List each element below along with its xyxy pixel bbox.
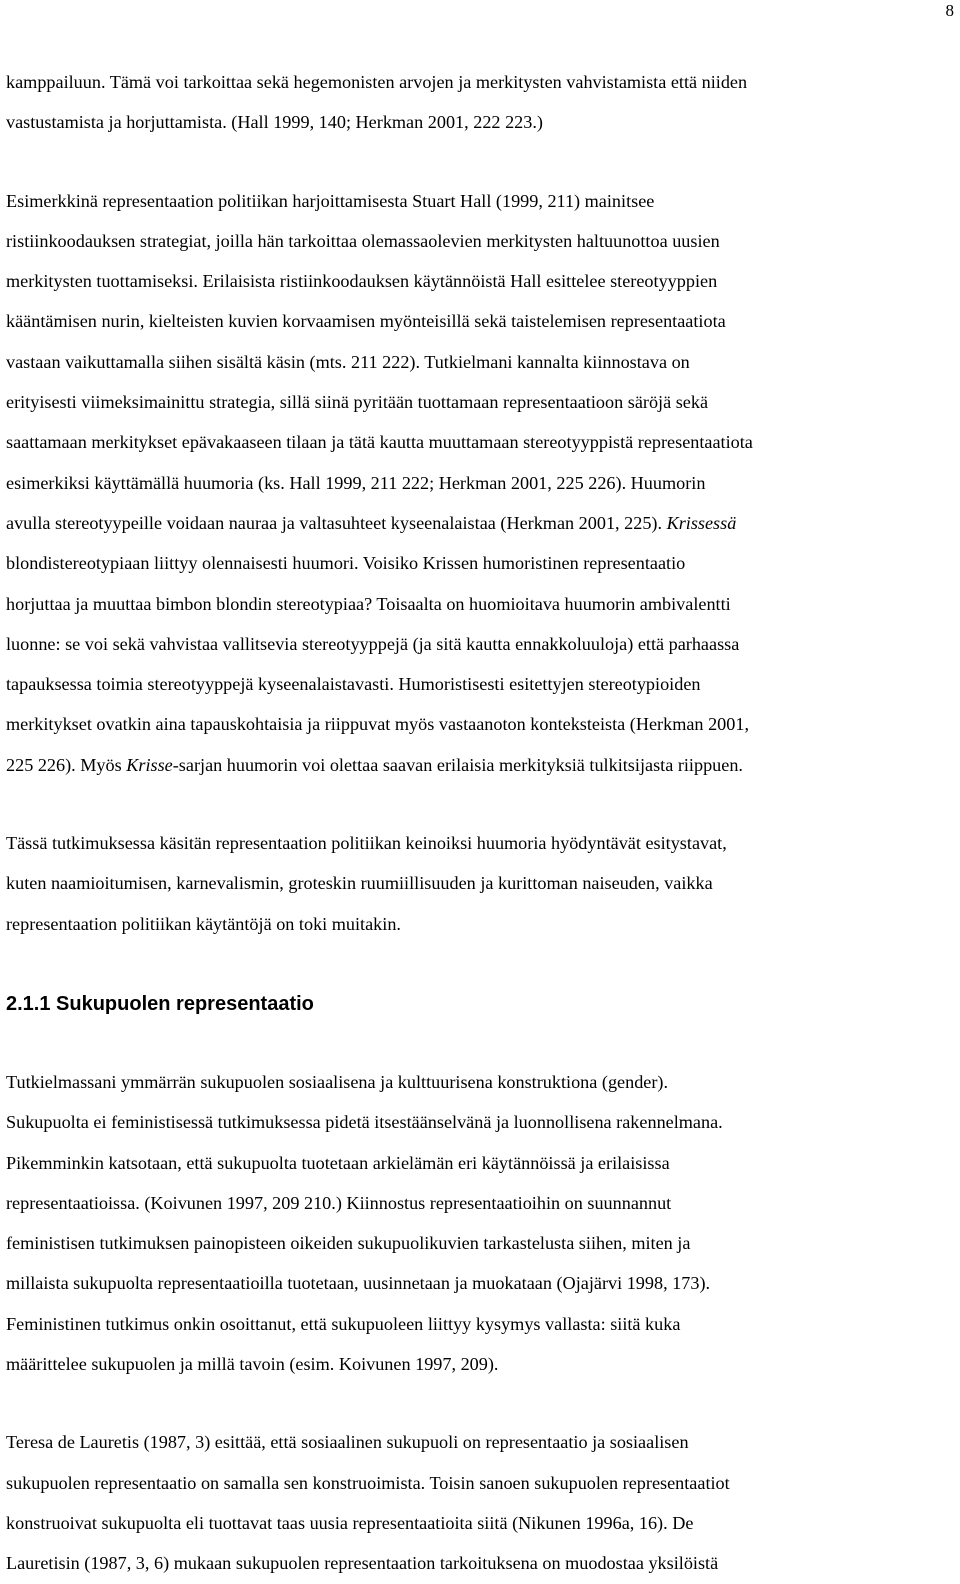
italic-title-krissessa: Krissessä xyxy=(666,512,737,533)
text-line: Sukupuolta ei feministisessä tutkimuksessa pidetä itsestäänselvänä ja luonnollisena rakennelmana. xyxy=(6,1112,723,1133)
paragraph-1 xyxy=(6,62,954,143)
paragraph-4 xyxy=(6,1062,954,1384)
text-line xyxy=(6,745,954,785)
italic-title-krisse: Krisse xyxy=(126,754,173,775)
text-line: Tutkielmassani ymmärrän sukupuolen sosiaalisena ja kulttuurisena konstruktiona (gender). xyxy=(6,1071,669,1092)
page-number: 8 xyxy=(945,1,954,20)
text-line: konstruoivat sukupuolta eli tuottavat taas uusia representaatioita siitä (Nikunen 1996a, 16). De xyxy=(6,1512,694,1533)
text-segment: avulla stereotyypeille voidaan nauraa ja valtasuhteet kyseenalaistaa (Herkman 2001, 225). xyxy=(6,512,663,533)
text-line: millaista sukupuolta representaatioilla tuotetaan, uusinnetaan ja muokataan (Ojajärvi 1998, 173). xyxy=(6,1273,711,1294)
text-line: kamppailuun. Tämä voi tarkoittaa sekä hegemonisten arvojen ja merkitysten vahvistamista että niiden xyxy=(6,72,748,92)
document-body xyxy=(6,62,954,1584)
text-line: Lauretisin (1987, 3, 6) mukaan sukupuolen representaation tarkoituksena on muodostaa yksilöistä xyxy=(6,1553,719,1574)
text-line: Pikemminkin katsotaan, että sukupuolta tuotetaan arkielämän eri käytännöissä ja erilaisissa xyxy=(6,1152,670,1173)
text-line: blondistereotypiaan liittyy olennaisesti huumori. Voisiko Krissen humoristinen representaatio xyxy=(6,553,686,574)
text-line: ristiinkoodauksen strategiat, joilla hän tarkoittaa olemassaolevien merkitysten haltuunottoa uusien xyxy=(6,230,720,251)
paragraph-2 xyxy=(6,181,954,785)
text-line: horjuttaa ja muuttaa bimbon blondin stereotypiaa? Toisaalta on huomioitava huumorin ambivalentti xyxy=(6,593,731,614)
text-line: tapauksessa toimia stereotyyppejä kyseenalaistavasti. Humoristisesti esitettyjen stereotypioiden xyxy=(6,674,701,695)
text-line: luonne: se voi sekä vahvistaa vallitsevia stereotyyppejä (ja sitä kautta ennakkoluuloja) että parhaassa xyxy=(6,633,740,654)
section-heading: 2.1.1 Sukupuolen representaatio xyxy=(6,992,314,1015)
text-line: merkitysten tuottamiseksi. Erilaisista ristiinkoodauksen käytännöistä Hall esittelee stereotyyppien xyxy=(6,271,718,292)
heading-spacer xyxy=(6,1024,954,1062)
section-spacer xyxy=(6,944,954,984)
paragraph-3 xyxy=(6,823,954,944)
text-segment: -sarjan huumorin voi olettaa saavan erilaisia merkityksiä tulkitsijasta riippuen. xyxy=(172,754,743,775)
text-line: representaation politiikan käytäntöjä on toki muitakin. xyxy=(6,913,401,934)
text-line: määrittelee sukupuolen ja millä tavoin (esim. Koivunen 1997, 209). xyxy=(6,1354,499,1375)
text-line: representaatioissa. (Koivunen 1997, 209 210.) Kiinnostus representaatioihin on suunnannut xyxy=(6,1192,672,1213)
text-line: vastustamista ja horjuttamista. (Hall 1999, 140; Herkman 2001, 222 223.) xyxy=(6,112,543,133)
text-line: erityisesti viimeksimainittu strategia, sillä siinä pyritään tuottamaan representaatioon säröjä sekä xyxy=(6,392,709,413)
paragraph-spacer xyxy=(6,785,954,823)
paragraph-spacer xyxy=(6,143,954,181)
text-line: esimerkiksi käyttämällä huumoria (ks. Hall 1999, 211 222; Herkman 2001, 225 226). Huumorin xyxy=(6,472,706,493)
text-line: merkitykset ovatkin aina tapauskohtaisia ja riippuvat myös vastaanoton konteksteista (Herkman 2001, xyxy=(6,714,749,735)
paragraph-spacer xyxy=(6,1384,954,1422)
text-line: vastaan vaikuttamalla siihen sisältä käsin (mts. 211 222). Tutkielmani kannalta kiinnostava on xyxy=(6,351,690,372)
text-line: saattamaan merkitykset epävakaaseen tilaan ja tätä kautta muuttamaan stereotyyppistä representaatiota xyxy=(6,432,753,453)
text-segment: 225 226). Myös xyxy=(6,754,122,775)
text-line: sukupuolen representaatio on samalla sen konstruoimista. Toisin sanoen sukupuolen representaatiot xyxy=(6,1472,730,1493)
text-line: Tässä tutkimuksessa käsitän representaation politiikan keinoiksi huumoria hyödyntävät esitystavat, xyxy=(6,833,727,854)
paragraph-5 xyxy=(6,1422,954,1583)
text-line: kääntämisen nurin, kielteisten kuvien korvaamisen myönteisillä sekä taistelemisen representaatiota xyxy=(6,311,726,332)
text-line: Teresa de Lauretis (1987, 3) esittää, että sosiaalinen sukupuoli on representaatio ja sosiaalisen xyxy=(6,1432,689,1453)
text-line xyxy=(6,503,954,543)
text-line: Esimerkkinä representaation politiikan harjoittamisesta Stuart Hall (1999, 211) mainitsee xyxy=(6,190,655,211)
text-line: kuten naamioitumisen, karnevalismin, groteskin ruumiillisuuden ja kurittoman naiseuden, vaikka xyxy=(6,873,713,894)
text-line: feministisen tutkimuksen painopisteen oikeiden sukupuolikuvien tarkastelusta siihen, miten ja xyxy=(6,1233,691,1254)
text-line: Feministinen tutkimus onkin osoittanut, että sukupuoleen liittyy kysymys vallasta: siitä kuka xyxy=(6,1313,681,1334)
